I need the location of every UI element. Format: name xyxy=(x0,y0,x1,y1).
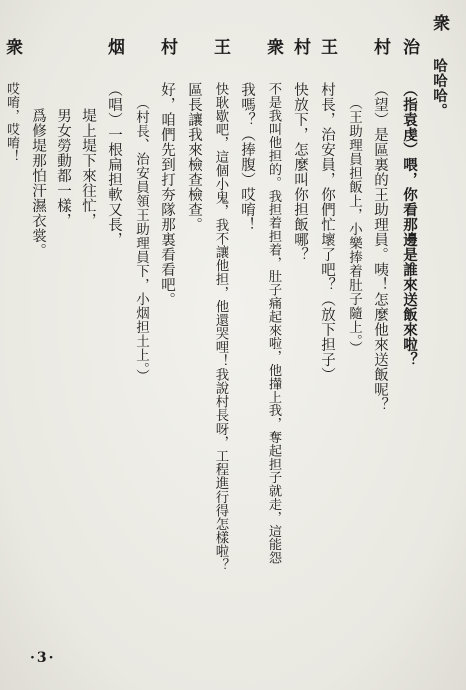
dialogue-line: 不是我叫他担的。我担着担着，肚子痛起來啦，他攆上我，奪起担子就走，這能怨 xyxy=(266,82,281,565)
speaker-name: 衆 xyxy=(263,38,283,63)
dialogue-line: 我嗎？（捧腹）哎唷！ xyxy=(239,82,255,232)
dialogue-line: 哎唷，哎唷！ xyxy=(4,82,19,163)
speaker-name: 村 xyxy=(370,38,390,63)
song-line: （唱）一根扁担軟又長， xyxy=(106,82,122,247)
dialogue-line: （指袁虔）喂，你看那邊是誰來送飯來啦？ xyxy=(401,82,418,367)
song-line: 堤上堤下來往忙， xyxy=(80,108,96,228)
dialogue-line: 快放下，怎麼叫你担飯哪？ xyxy=(292,82,308,262)
dialogue-line: 村長，治安員，你們忙壞了吧？（放下担子） xyxy=(319,82,335,382)
speaker-name: 村 xyxy=(290,38,310,63)
speaker-name: 衆 xyxy=(2,38,22,63)
speaker-name: 王 xyxy=(210,38,230,63)
page-number: ·3· xyxy=(30,650,56,666)
dialogue-line: 區長讓我來檢查檢查。 xyxy=(186,82,202,232)
dialogue-line: 哈哈哈。 xyxy=(431,58,448,118)
stage-direction: （村長、治安員領王助理員下，小烟担土上。） xyxy=(133,96,149,384)
speaker-name: 王 xyxy=(317,38,337,63)
dialogue-line: 快耿歇吧，這個小鬼，我不讓他担，他還哭哩！我說村長呀，工程進行得怎樣啦？ xyxy=(213,82,228,572)
speaker-name: 村 xyxy=(157,38,177,63)
stage-direction: （王助理員担飯上，小樂捧着肚子隨上。） xyxy=(346,96,362,356)
speaker-name: 烟 xyxy=(104,38,124,63)
speaker-name: 治 xyxy=(399,38,419,63)
song-line: 爲修堤那怕汗濕衣裳。 xyxy=(30,108,46,258)
dialogue-line: （望）是區裏的王助理員。咦！怎麼他來送飯呢？ xyxy=(372,82,388,412)
dialogue-line: 好，咱們先到打夯隊那裏看看吧。 xyxy=(159,82,175,307)
speaker-name: 衆 xyxy=(429,14,449,39)
song-line: 男女勞動都一樣， xyxy=(55,108,71,228)
